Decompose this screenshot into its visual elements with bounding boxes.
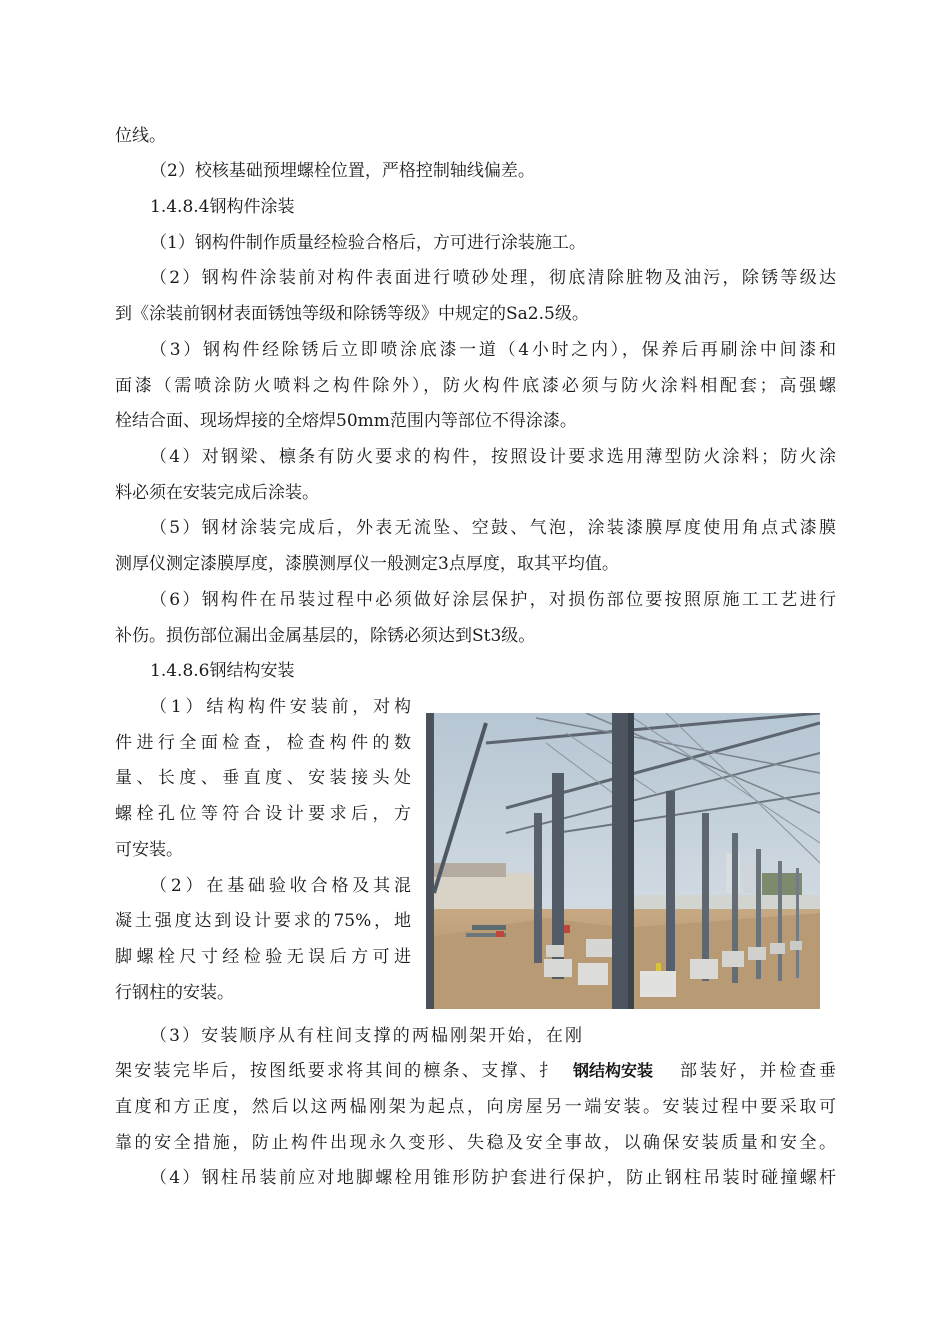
text-line: （3）钢构件经除锈后立即喷涂底漆一道（4小时之内），保养后再刷涂中间漆和 bbox=[150, 340, 836, 360]
text-line: （2）校核基础预埋螺栓位置，严格控制轴线偏差。 bbox=[150, 161, 535, 181]
text-line: 脚螺栓尺寸经检验无误后方可进 bbox=[115, 947, 411, 967]
text-line: 料必须在安装完成后涂装。 bbox=[115, 483, 319, 503]
text-line: 位线。 bbox=[115, 126, 166, 146]
text-line: （4）对钢梁、檩条有防火要求的构件，按照设计要求选用薄型防火涂料；防火涂 bbox=[150, 447, 836, 467]
text-line: 架安装完毕后，按图纸要求将其间的檩条、支撑、扌 bbox=[115, 1061, 556, 1081]
text-line: （2）在基础验收合格及其混 bbox=[150, 876, 411, 896]
text-line: （1）钢构件制作质量经检验合格后，方可进行涂装施工。 bbox=[150, 233, 586, 253]
text-line: 直度和方正度，然后以这两榀刚架为起点，向房屋另一端安装。安装过程中要采取可 bbox=[115, 1097, 836, 1117]
text-line: 面漆（需喷涂防火喷料之构件除外），防火构件底漆必须与防火涂料相配套；高强螺 bbox=[115, 376, 836, 396]
text-line: （5）钢材涂装完成后，外表无流坠、空鼓、气泡，涂装漆膜厚度使用角点式漆膜 bbox=[150, 518, 836, 538]
text-line: 行钢柱的安装。 bbox=[115, 983, 234, 1003]
text-line: （3）安装顺序从有柱间支撑的两榀刚架开始，在刚 bbox=[150, 1026, 582, 1046]
text-line: 到《涂装前钢材表面锈蚀等级和除锈等级》中规定的Sa2.5级。 bbox=[115, 304, 589, 324]
text-line: 靠的安全措施，防止构件出现永久变形、失稳及安全事故，以确保安装质量和安全。 bbox=[115, 1133, 836, 1153]
text-line: （4）钢柱吊装前应对地脚螺栓用锥形防护套进行保护，防止钢柱吊装时碰撞螺杆 bbox=[150, 1168, 836, 1188]
text-line: 可安装。 bbox=[115, 840, 183, 860]
text-line: 测厚仪测定漆膜厚度，漆膜测厚仪一般测定3点厚度，取其平均值。 bbox=[115, 554, 619, 574]
text-line: （6）钢构件在吊装过程中必须做好涂层保护，对损伤部位要按照原施工工艺进行 bbox=[150, 590, 836, 610]
text-line: 螺栓孔位等符合设计要求后，方 bbox=[115, 804, 411, 824]
steel-structure-photo bbox=[426, 713, 820, 1009]
section-heading: 1.4.8.4钢构件涂装 bbox=[150, 197, 295, 217]
text-line: 凝土强度达到设计要求的75%，地 bbox=[115, 911, 411, 931]
text-line: 补伤。损伤部位漏出金属基层的，除锈必须达到St3级。 bbox=[115, 626, 536, 646]
text-line: 栓结合面、现场焊接的全熔焊50mm范围内等部位不得涂漆。 bbox=[115, 411, 577, 431]
text-line: （2）钢构件涂装前对构件表面进行喷砂处理，彻底清除脏物及油污，除锈等级达 bbox=[150, 268, 836, 288]
text-line: （1）结构构件安装前，对构 bbox=[150, 697, 411, 717]
text-line: 量、长度、垂直度、安装接头处 bbox=[115, 768, 411, 788]
section-heading: 1.4.8.6钢结构安装 bbox=[150, 661, 295, 681]
text-line: 件进行全面检查，检查构件的数 bbox=[115, 733, 411, 753]
figure-caption: 钢结构安装 bbox=[558, 1058, 668, 1084]
text-line: 部装好，并检查垂 bbox=[680, 1061, 836, 1081]
